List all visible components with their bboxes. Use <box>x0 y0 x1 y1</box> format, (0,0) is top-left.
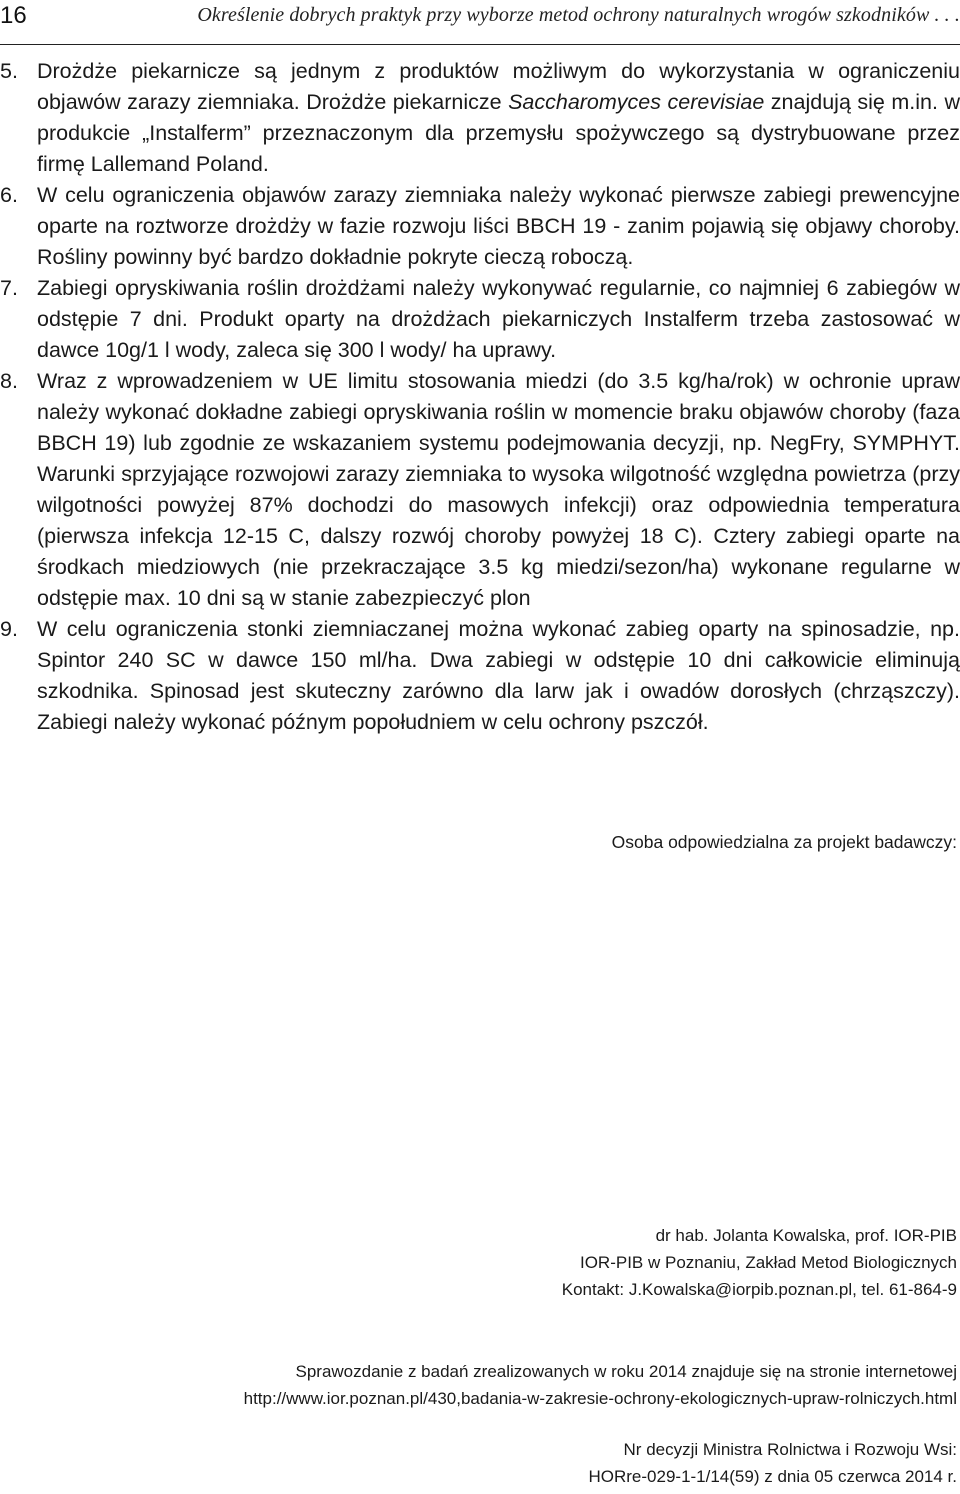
list-item-5 <box>0 56 960 180</box>
decision-note <box>588 1436 957 1490</box>
page-header <box>0 0 960 45</box>
page-number: 16 <box>0 2 27 29</box>
item-text-part: znajdują się m.in. w produkcie „Instalferm” przeznaczonym dla przemysłu spożywczego są dystrybuowane przez firmę Lallemand Poland. <box>37 90 960 176</box>
item-text <box>37 56 960 180</box>
item-number: 7. <box>0 276 18 300</box>
report-text: Sprawozdanie z badań zrealizowanych w roku 2014 znajduje się na stronie internetowej <box>295 1362 957 1381</box>
decision-number: HORre-029-1-1/14(59) z dnia 05 czerwca 2014 r. <box>588 1467 957 1486</box>
contact-institution: IOR-PIB w Poznaniu, Zakład Metod Biologicznych <box>579 1253 957 1272</box>
item-text: W celu ograniczenia objawów zarazy ziemniaka należy wykonać pierwsze zabiegi prewencyjne oparte na roztworze drożdży w fazie rozwoju liści BBCH 19 - zanim pojawią się objawy choroby. Rośliny powinny być bardzo dokładnie pokryte cieczą roboczą. <box>37 183 960 269</box>
list-item-8 <box>0 366 960 614</box>
item-text: Wraz z wprowadzeniem w UE limitu stosowania miedzi (do 3.5 kg/ha/rok) w ochronie upraw należy wykonać dokładne zabiegi opryskiwania roślin w momencie braku objawów choroby (faza BBCH 19) lub zgodnie ze wskazaniem systemu podejmowania decyzji, np. NegFry, SYMPHYT. Warunki sprzyjające rozwojowi zarazy ziemniaka to wysoka wilgotność względna powietrza (przy wilgotności powyżej 87% dochodzi do masowych infekcji) oraz odpowiednia temperatura (pierwsza infekcja 12-15 C, dalszy rozwój choroby powyżej 18 C). Cztery zabiegi oparte na środkach miedziowych (nie przekraczające 3.5 kg miedzi/sezon/ha) wykonane regularne w odstępie max. 10 dni są w stanie zabezpieczyć plon <box>37 369 960 610</box>
contact-block <box>562 1222 957 1303</box>
responsible-person-label: Osoba odpowiedzialna za projekt badawczy: <box>611 832 957 852</box>
running-title: Określenie dobrych praktyk przy wyborze metod ochrony naturalnych wrogów szkodników . . . <box>197 4 960 26</box>
list-item-6 <box>0 180 960 273</box>
decision-label: Nr decyzji Ministra Rolnictwa i Rozwoju Wsi: <box>623 1440 957 1459</box>
item-number: 5. <box>0 59 18 83</box>
item-text: Zabiegi opryskiwania roślin drożdżami należy wykonywać regularnie, co najmniej 6 zabiegów w odstępie 7 dni. Produkt oparty na drożdżach piekarniczych Instalferm trzeba zastosować w dawce 10g/1 l wody, zaleca się 300 l wody/ ha uprawy. <box>37 276 960 362</box>
list-item-9 <box>0 614 960 738</box>
species-name: Saccharomyces cerevisiae <box>508 90 765 114</box>
item-number: 8. <box>0 369 18 393</box>
list-item-7 <box>0 273 960 366</box>
report-url[interactable]: http://www.ior.poznan.pl/430,badania-w-zakresie-ochrony-ekologicznych-upraw-rolniczych.html <box>243 1389 957 1408</box>
item-text-part: Drożdże piekarnicze są jednym z produktów możliwym do wykorzystania w ograniczeniu objawów zarazy ziemniaka. Drożdże piekarnicze <box>37 59 960 114</box>
item-number: 9. <box>0 617 18 641</box>
report-note <box>244 1358 957 1412</box>
item-number: 6. <box>0 183 18 207</box>
contact-details: Kontakt: J.Kowalska@iorpib.poznan.pl, tel. 61-864-9 <box>561 1280 957 1299</box>
recommendations-list <box>0 56 960 738</box>
item-text: W celu ograniczenia stonki ziemniaczanej można wykonać zabieg oparty na spinosadzie, np. Spintor 240 SC w dawce 150 ml/ha. Dwa zabiegi w odstępie 10 dni całkowicie eliminują szkodnika. Spinosad jest skuteczny zarówno dla larw jak i owadów dorosłych (chrząszczy). Zabiegi należy wykonać późnym popołudniem w celu ochrony pszczół. <box>37 617 960 734</box>
contact-name: dr hab. Jolanta Kowalska, prof. IOR-PIB <box>655 1226 957 1245</box>
